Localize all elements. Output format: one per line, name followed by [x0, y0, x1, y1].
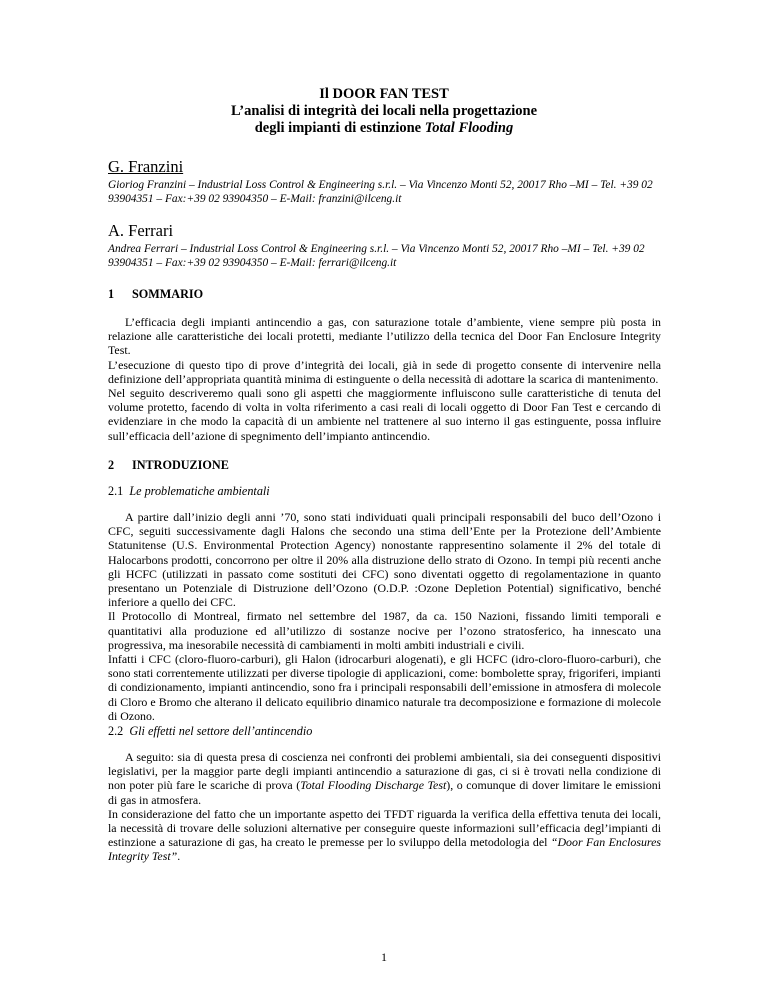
subsection-heading-2-1: 2.1 Le problematiche ambientali — [108, 484, 270, 498]
author-affiliation: Gioriog Franzini – Industrial Loss Control & Engineering s.r.l. – Via Vincenzo Monti 52, 20017 Rho –MI – Tel. +39 02 93904351 – Fax:+39 02 93904350 – E-Mail: franzini@ilceng.it — [108, 179, 653, 205]
author-block-franzini — [108, 157, 668, 206]
paragraph: A seguito: sia di questa presa di coscienza nei confronti dei problemi ambientali, sia dei conseguenti dispositivi legislativi, per la maggior parte degli impianti antincendio a saturazione di gas, ci si è trovati nella condizione di non poter più fare le scariche di prova (Total Flooding Discharge Test), o comunque di dover limitare le emissioni di gas in atmosfera. — [108, 750, 662, 807]
paragraph: Infatti i CFC (cloro-fluoro-carburi), gli Halon (idrocarburi alogenati), e gli HCFC (idro-cloro-fluoro-carburi), che sono stati correntemente utilizzati per diverse tipologie di applicazioni, come: bombolette spray, frigoriferi, impianti di condizionamento, impianti antincendio, sono fra i principali responsabili dell’emissione in atmosfera di molecole di Cloro e Bromo che alterano il delicato equilibrio dinamico naturale tra decomposizione e formazione di molecole di Ozono. — [108, 652, 661, 723]
paragraph: Nel seguito descriveremo quali sono gli aspetti che maggiormente influiscono sulle caratteristiche di tenuta del volume protetto, facendo di volta in volta riferimento a casi reali di locali oggetto di Door Fan Test e cercando di evidenziare in che modo la capacità di un ambiente nel trattenere al suo interno il gas estinguente, possa influire sull’efficacia dell’azione di spegnimento dell’impianto antincendio. — [108, 386, 661, 443]
paragraph: Il Protocollo di Montreal, firmato nel settembre del 1987, da ca. 150 Nazioni, fissando limiti temporali e quantitativi alla produzione ed all’utilizzo di sostanze nocive per l’ozono stratosferico, ha innescato una progressiva, ma inesorabile necessità di cambiamenti in molti ambiti industriali e civili. — [108, 609, 661, 652]
subsection-heading-2-2: 2.2 Gli effetti nel settore dell’antincendio — [108, 724, 313, 738]
author-block-ferrari — [108, 221, 668, 270]
title-line-2: L’analisi di integrità dei locali nella progettazione — [230, 103, 538, 119]
author-affiliation: Andrea Ferrari – Industrial Loss Control & Engineering s.r.l. – Via Vincenzo Monti 52, 20017 Rho –MI – Tel. +39 02 93904351 – Fax:+39 02 93904350 – E-Mail: ferrari@ilceng.it — [108, 243, 645, 269]
subsection-body-2-2 — [108, 750, 661, 864]
author-name: A. Ferrari — [108, 221, 174, 240]
section-heading-sommario: 1 SOMMARIO — [108, 287, 204, 301]
paper-title — [0, 86, 768, 137]
paragraph: L’esecuzione di questo tipo di prove d’integrità dei locali, già in sede di progetto consente di intervenire nella definizione dell’appropriata quantità minima di estinguente o della necessità di adottare la scarica di mantenimento. — [108, 357, 661, 386]
title-line-1: Il DOOR FAN TEST — [319, 86, 449, 102]
author-name: G. Franzini — [108, 157, 184, 176]
paragraph: L’efficacia degli impianti antincendio a gas, con saturazione totale d’ambiente, viene sempre più posta in relazione alle caratteristiche dei locali protetti, mediante l’utilizzo della tecnica del Door Fan Enclosure Integrity Test. — [108, 315, 661, 358]
section-heading-introduzione: 2 INTRODUZIONE — [108, 458, 229, 472]
page-number: 1 — [381, 950, 387, 964]
paragraph: In considerazione del fatto che un importante aspetto dei TFDT riguarda la verifica della effettiva tenuta dei locali, la necessità di trovare delle soluzioni alternative per conseguire queste informazioni sull’efficacia degl’impianti di estinzione a saturazione di gas, ha creato le premesse per lo sviluppo della metodologia del “Door Fan Enclosures Integrity Test”. — [108, 806, 662, 864]
title-line-3: degli impianti di estinzione Total Flooding — [254, 120, 514, 136]
section-body-sommario — [108, 315, 661, 443]
subsection-body-2-1 — [108, 510, 661, 723]
paragraph: A partire dall’inizio degli anni ’70, sono stati individuati quali principali responsabili del buco dell’Ozono i CFC, seguiti successivamente dagli Halons che secondo una stima dell’Ente per la Protezione dell’Ambiente Statunitense (U.S. Environmental Protection Agency) nonostante rappresentino solamente il 2% del totale di Halocarbons prodotti, concorrono per oltre il 20% alla distruzione dello strato di Ozono. In tempi più recenti anche gli HCFC (utilizzati in passato come sostituti dei CFC) sono diventati oggetto di regolamentazione in quanto presentano un Potenziale di Distruzione dell’Ozono (O.D.P. :Ozone Depletion Potential) significativo, benché inferiore a quello dei CFC. — [108, 510, 661, 610]
